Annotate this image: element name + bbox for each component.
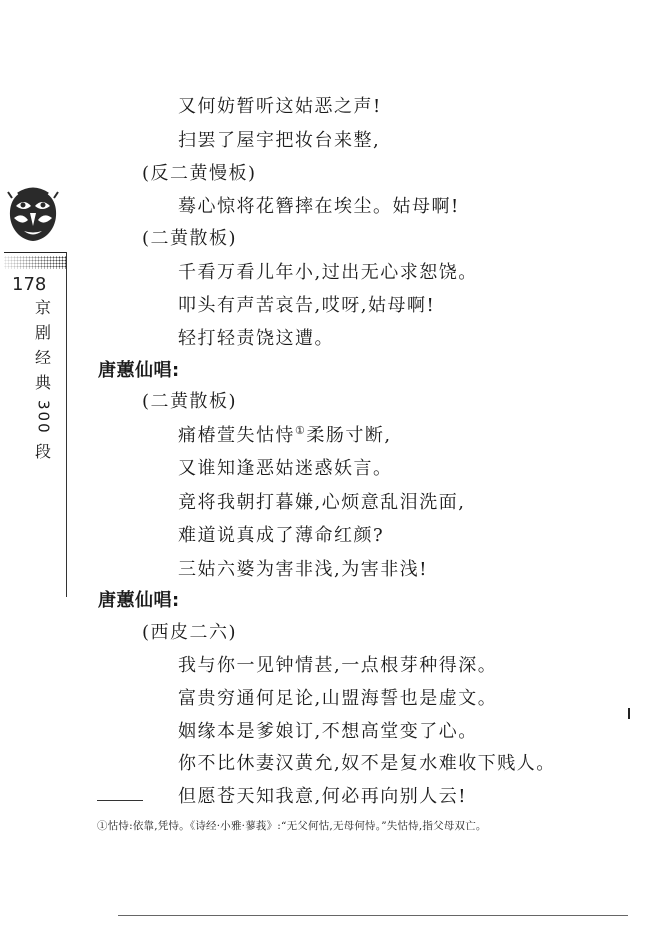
- lyric-line: 轻打轻责饶这遭。: [178, 328, 334, 349]
- running-book-title: [33, 300, 53, 469]
- lyric-line: 你不比休妻汉黄允,奴不是复水难收下贱人。: [178, 753, 556, 774]
- opera-mask-icon: [4, 186, 62, 244]
- lyric-line: 三姑六婆为害非浅,为害非浅!: [178, 559, 428, 580]
- lyric-line: 但愿苍天知我意,何必再向别人云!: [178, 786, 467, 807]
- tune-heading: (西皮二六): [142, 622, 238, 643]
- scan-mark: [628, 708, 630, 719]
- footnote-rule: [97, 800, 143, 801]
- lyric-line: 蓦心惊将花簪摔在埃尘。姑母啊!: [178, 196, 460, 217]
- lyric-line: 竟将我朝打暮嫌,心烦意乱泪洗面,: [178, 492, 466, 513]
- lyric-line: 千看万看儿年小,过出无心求恕饶。: [178, 262, 478, 283]
- lyric-line: 又谁知逢恶姑迷惑妖言。: [178, 458, 393, 479]
- book-title-char: 京: [34, 298, 51, 317]
- lyric-line: 又何妨暂听这姑恶之声!: [178, 96, 382, 117]
- speaker-label: 唐蕙仙唱:: [98, 590, 180, 611]
- book-title-char: 经: [34, 348, 51, 367]
- lyric-line: 我与你一见钟情甚,一点根芽种得深。: [178, 655, 498, 676]
- speaker-label: 唐蕙仙唱:: [98, 360, 180, 381]
- bottom-rule: [118, 915, 628, 916]
- lyric-line: 叩头有声苦哀告,哎呀,姑母啊!: [178, 295, 436, 316]
- margin-rule: [4, 252, 66, 253]
- footnote-marker: ①: [295, 424, 307, 437]
- book-title-char: 典: [34, 373, 51, 392]
- tune-heading: (二黄散板): [142, 391, 238, 412]
- lyric-line: 姻缘本是爹娘订,不想高堂变了心。: [178, 721, 478, 742]
- footnote: ①怙恃:依靠,凭恃。《诗经·小雅·蓼莪》:“无父何怙,无母何恃。”失怙恃,指父母双亡。: [97, 820, 487, 832]
- lyric-line: 难道说真成了薄命红颜?: [178, 525, 385, 546]
- tune-heading: (反二黄慢板): [142, 163, 257, 184]
- page-number: 178: [12, 274, 47, 295]
- margin-vertical-rule: [66, 252, 67, 597]
- halftone-fade: [4, 256, 66, 269]
- tune-heading: (二黄散板): [142, 228, 238, 249]
- book-title-char: 剧: [34, 323, 51, 342]
- lyric-line: [178, 421, 392, 447]
- lyric-text: 柔肠寸断,: [306, 425, 392, 446]
- book-title-char: 段: [34, 441, 51, 461]
- lyric-text: 痛椿萱失怙恃: [178, 425, 295, 446]
- lyric-line: 富贵穷通何足论,山盟海誓也是虚文。: [178, 688, 498, 709]
- lyric-line: 扫罢了屋宇把妆台来整,: [178, 130, 381, 151]
- book-title-char: 300: [34, 400, 53, 435]
